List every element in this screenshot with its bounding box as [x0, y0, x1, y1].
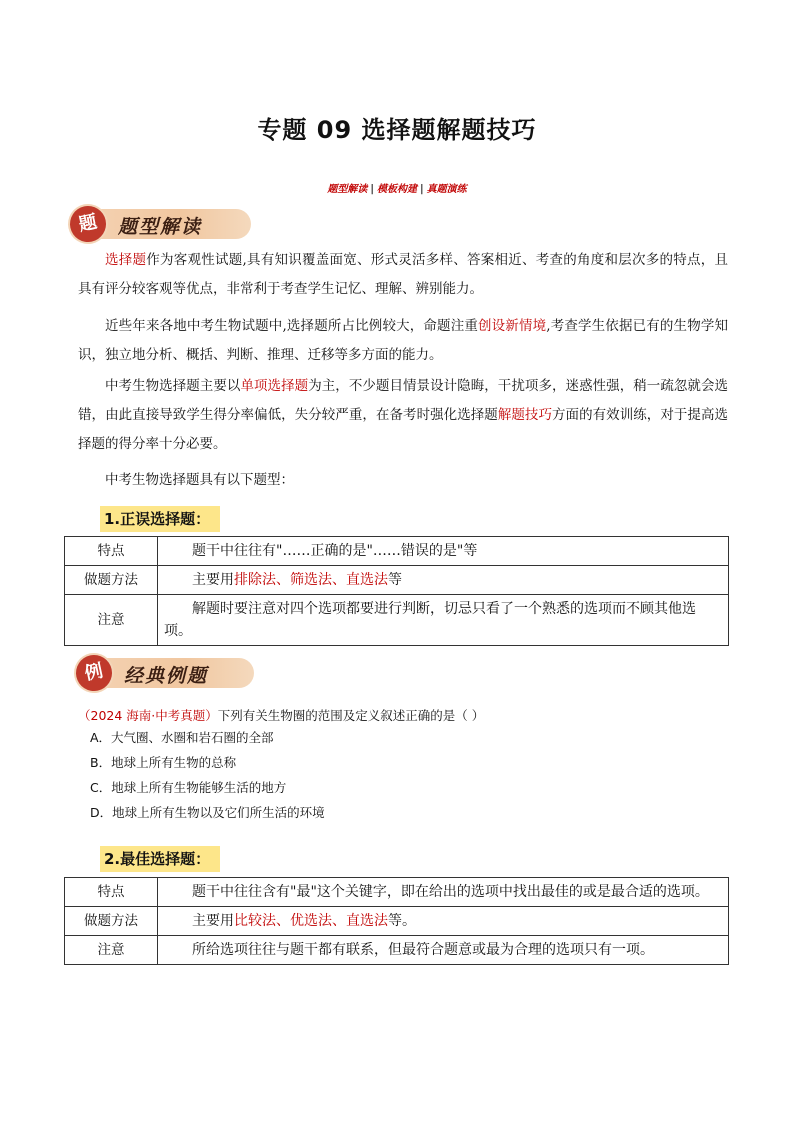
banner-badge-icon: 题	[67, 203, 110, 246]
intro-paragraph-1: 选择题作为客观性试题,具有知识覆盖面宽、形式灵活多样、答案相近、考查的角度和层次多的特点，且具有评分较客观等优点，非常利于考查学生记忆、理解、辨别能力。	[78, 252, 728, 297]
intro-paragraph-3: 中考生物选择题主要以单项选择题为主，不少题目情景设计隐晦，干扰项多，迷惑性强，稍一疏忽就会选错，由此直接导致学生得分率偏低，失分较严重，在备考时强化选择题解题技巧方面的有效训练，对于提高选择题的得分率十分必要。	[78, 378, 729, 452]
intro-paragraph-2: 近些年来各地中考生物试题中,选择题所占比例较大，命题注重创设新情境,考查学生依据已有的生物学知识，独立地分析、概括、判断、推理、迁移等多方面的能力。	[78, 318, 729, 363]
page-title: 专题 09 选择题解题技巧	[257, 116, 537, 144]
subnav	[0, 180, 794, 195]
example-question	[78, 707, 728, 825]
option-c: C．地球上所有生物能够生活的地方	[90, 780, 287, 795]
option-d: D．地球上所有生物以及它们所生活的环境	[90, 805, 325, 820]
section-banner-examples	[82, 658, 254, 688]
section-heading-true-false: 1.正误选择题：	[100, 506, 220, 532]
row-body-note: 解题时要注意对四个选项都要进行判断，切忌只看了一个熟悉的选项而不顾其他选项。	[158, 595, 729, 646]
subnav-item[interactable]: 模板构建	[377, 184, 417, 195]
row-head-note: 注意	[65, 936, 158, 965]
table-row	[65, 537, 729, 566]
subnav-separator: |	[370, 184, 374, 195]
row-body-feature: 题干中往往有"……正确的是"……错误的是"等	[158, 537, 729, 566]
row-body-note: 所给选项往往与题干都有联系，但最符合题意或最为合理的选项只有一项。	[158, 936, 729, 965]
row-head-feature: 特点	[65, 537, 158, 566]
banner-label: 经典例题	[124, 665, 209, 687]
row-head-method: 做题方法	[65, 566, 158, 595]
option-b: B．地球上所有生物的总称	[90, 755, 237, 770]
row-head-method: 做题方法	[65, 907, 158, 936]
intro-paragraph-4: 中考生物选择题具有以下题型：	[105, 472, 294, 488]
table-row	[65, 595, 729, 646]
row-body-method: 主要用比较法、优选法、直选法等。	[158, 907, 729, 936]
subnav-separator: |	[420, 184, 424, 195]
section1-table	[64, 536, 729, 646]
option-a: A．大气圈、水圈和岩石圈的全部	[90, 730, 274, 745]
row-head-note: 注意	[65, 595, 158, 646]
table-row	[65, 878, 729, 907]
section-banner-question-types	[76, 209, 251, 239]
banner-label: 题型解读	[118, 216, 203, 238]
table-row	[65, 566, 729, 595]
table-row	[65, 907, 729, 936]
section-heading-best-choice: 2.最佳选择题：	[100, 846, 220, 872]
subnav-item[interactable]: 真题演练	[426, 184, 467, 195]
section2-table	[64, 877, 729, 965]
row-body-feature: 题干中往往含有"最"这个关键字，即在给出的选项中找出最佳的或是最合适的选项。	[158, 878, 729, 907]
banner-badge-icon: 例	[73, 652, 116, 695]
question-stem: （2024 海南·中考真题）下列有关生物圈的范围及定义叙述正确的是（ ）	[78, 708, 485, 723]
table-row	[65, 936, 729, 965]
subnav-item[interactable]: 题型解读	[327, 184, 368, 195]
question-source: （2024 海南·中考真题）	[78, 708, 218, 723]
row-body-method: 主要用排除法、筛选法、直选法等	[158, 566, 729, 595]
row-head-feature: 特点	[65, 878, 158, 907]
